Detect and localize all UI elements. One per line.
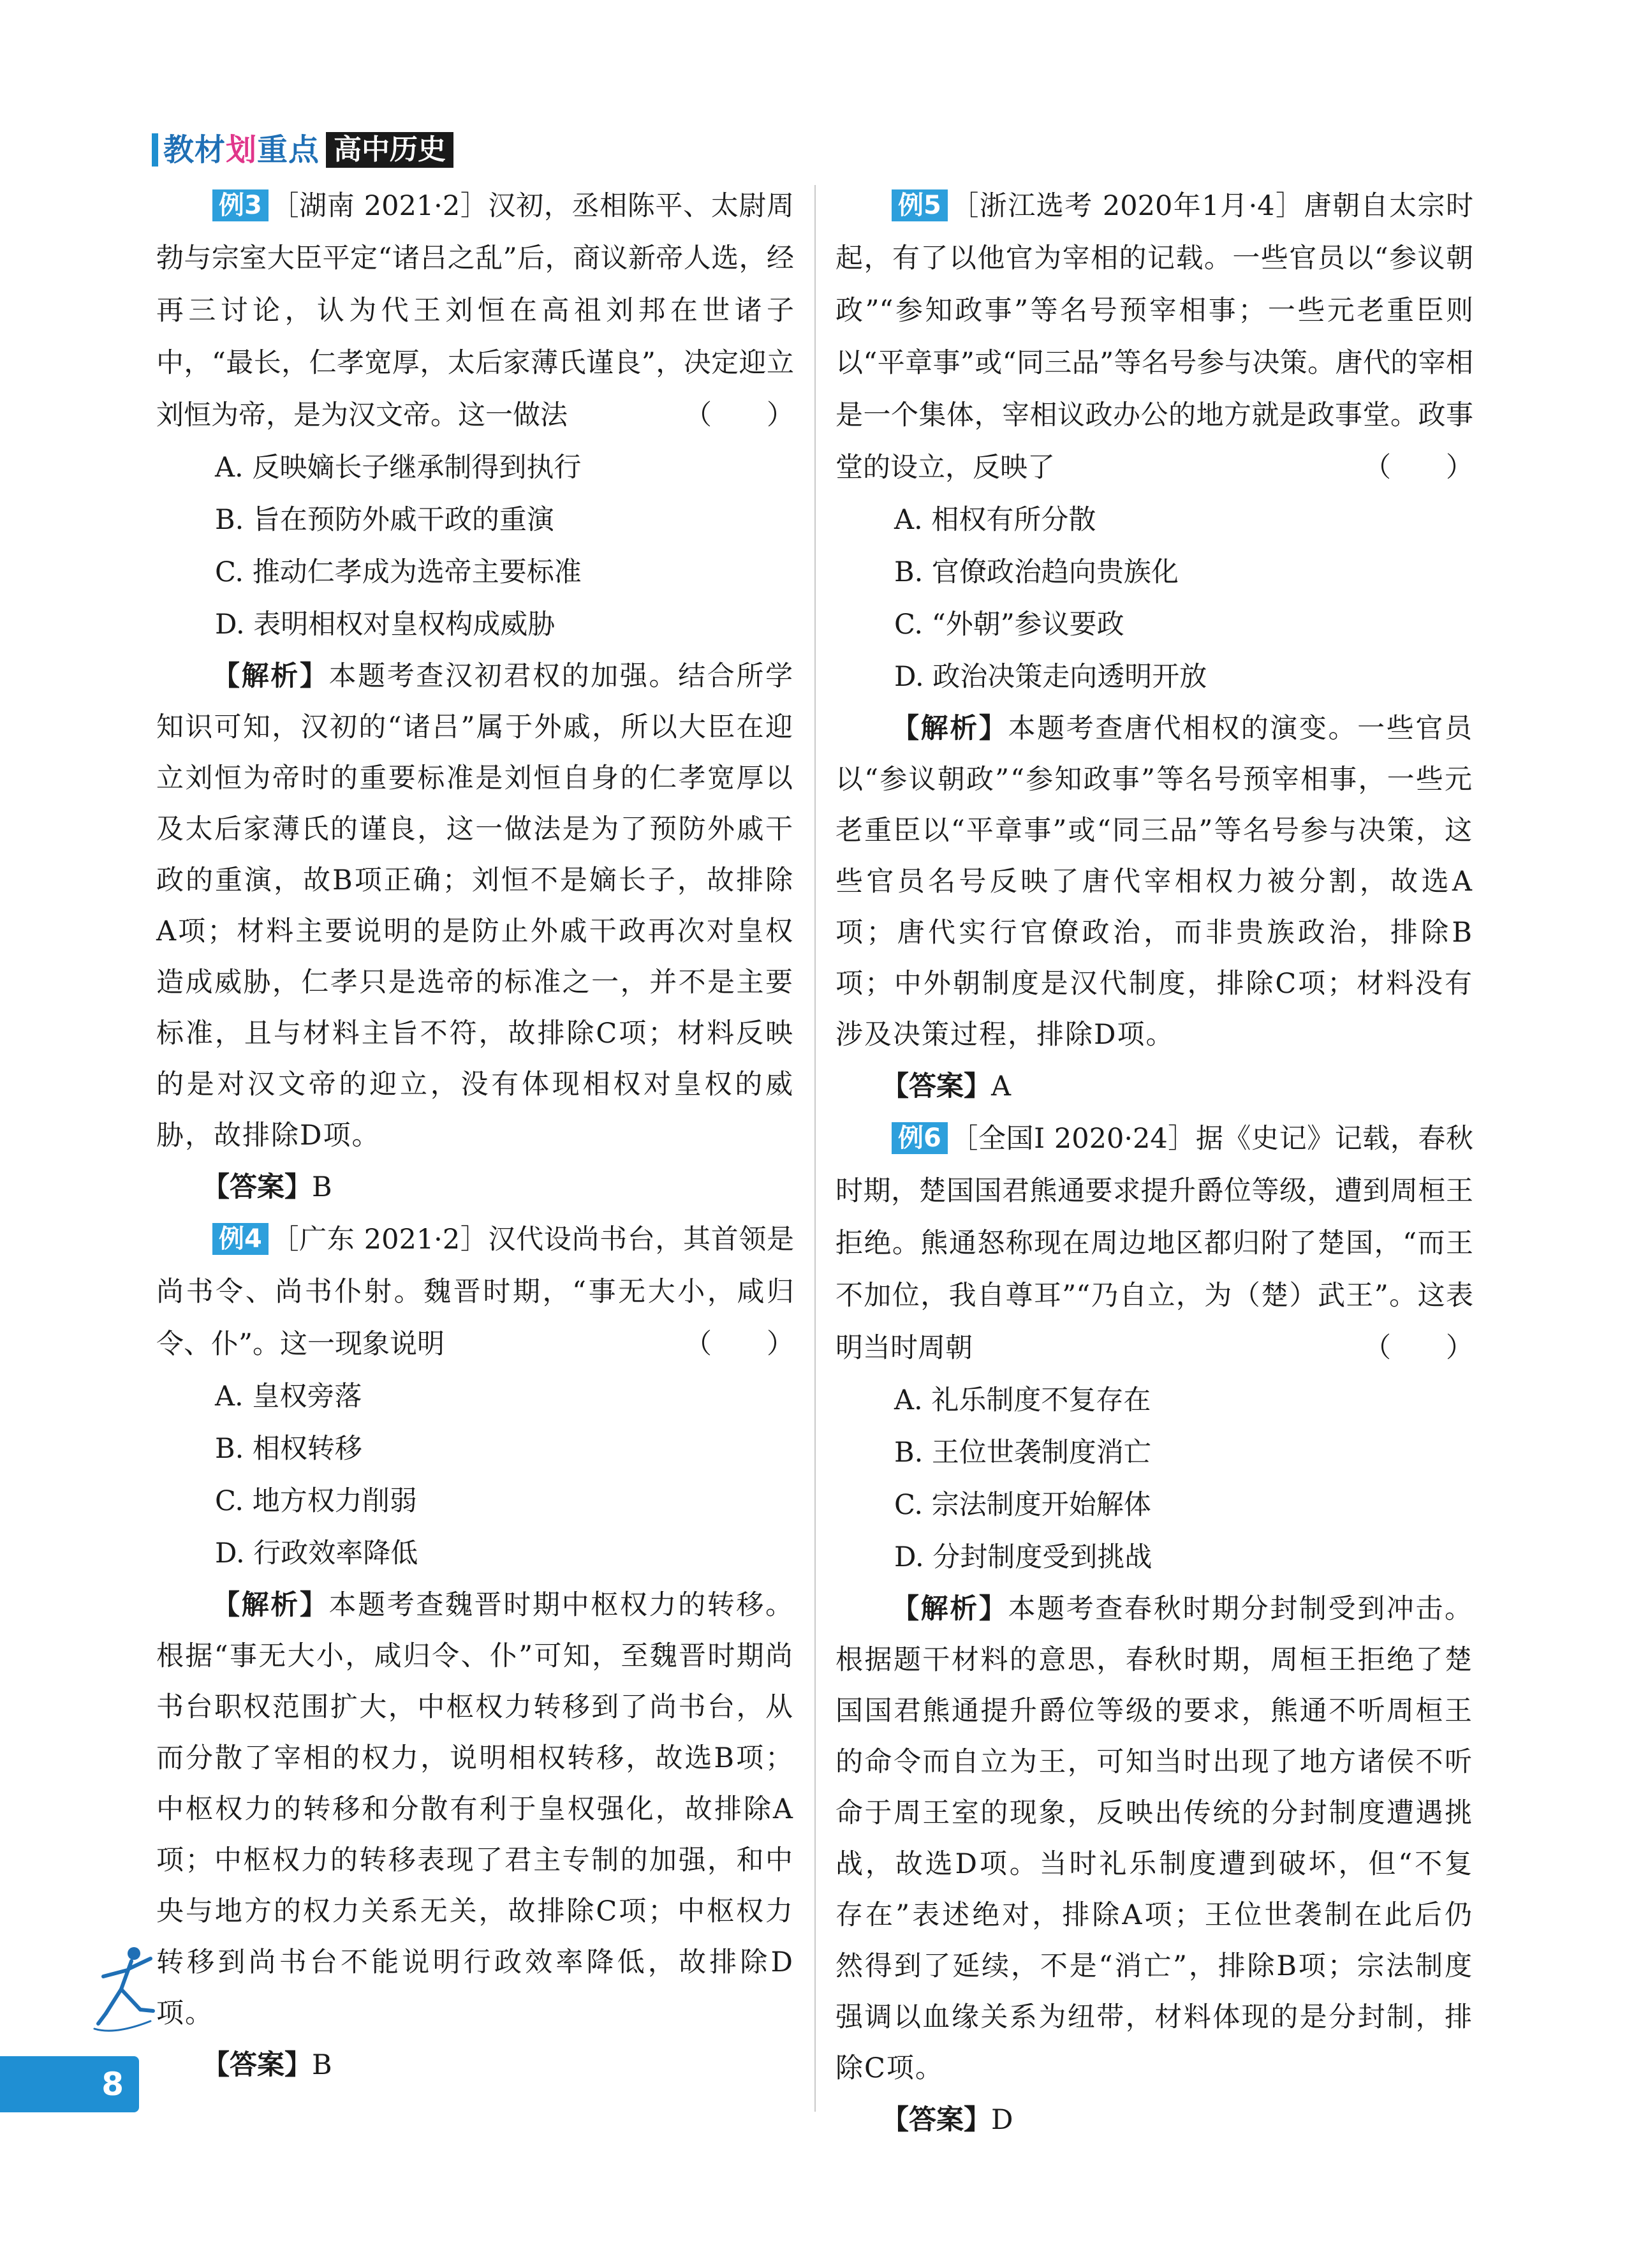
analysis-label: 【解析】 [892,1593,1008,1625]
option-c: C. 宗法制度开始解体 [894,1489,1151,1521]
example-3 [156,180,794,1213]
analysis [156,1580,794,2039]
brand-part3: 重点 [257,132,320,168]
option-d: D. 分封制度受到挑战 [894,1541,1152,1573]
question-stem [156,1213,794,1370]
example-tag: 例6 [892,1122,948,1154]
analysis-text: 本题考查汉初君权的加强。结合所学知识可知，汉初的“诸吕”属于外戚，所以大臣在迎立刘恒为帝时的重要标准是刘恒自身的仁孝宽厚以及太后家薄氏的谨良，这一做法是为了预防外戚干政的重演，故B项正确；刘恒不是嫡长子，故排除A项；材料主要说明的是防止外戚干政再次对皇权造成威胁，仁孝只是选帝的标准之一，并不是主要标准，且与材料主旨不符，故排除C项；材料反映的是对汉文帝的迎立，没有体现相权对皇权的威胁，故排除D项。 [156,660,795,1152]
answer-value: D [991,2104,1013,2136]
analysis [836,703,1473,1060]
stem-text: ［浙江选考 2020年1月·4］唐朝自太宗时起，有了以他官为宰相的记载。一些官员以“参议朝政”“参知政事”等名号预宰相事；一些元老重臣则以“平章事”或“同三品”等名号参与决策。唐代的宰相是一个集体，宰相议政办公的地方就是政事堂。政事堂的设立，反映了 [836,190,1473,484]
example-tag: 例5 [892,189,948,221]
example-6 [836,1113,1473,2146]
option-a: A. 相权有所分散 [894,504,1096,536]
answer-value: B [312,1171,332,1203]
brand-part1: 教材 [163,132,226,168]
answer-label: 【答案】 [202,2049,312,2081]
stem-text: ［广东 2021·2］汉代设尚书台，其首领是尚书令、尚书仆射。魏晋时期，“事无大小，咸归令、仆”。这一现象说明 [156,1224,794,1360]
answer-bracket: （ ） [1364,452,1473,484]
answer [836,1060,1473,1113]
stem-text: ［湖南 2021·2］汉初，丞相陈平、太尉周勃与宗室大臣平定“诸吕之乱”后，商议新帝人选，经再三讨论，认为代王刘恒在高祖刘邦在世诸子中，“最长，仁孝宽厚，太后家薄氏谨良”，决定迎立刘恒为帝，是为汉文帝。这一做法 [156,190,794,431]
answer-bracket: （ ） [1364,1332,1473,1364]
option-a: A. 礼乐制度不复存在 [894,1384,1151,1416]
answer-label: 【答案】 [202,1171,312,1203]
answer-value: A [991,1071,1012,1102]
option-c: C. 地方权力削弱 [215,1485,417,1517]
brand-part2: 划 [226,132,258,168]
answer-label: 【答案】 [881,2104,991,2136]
stem-text: ［全国Ⅰ 2020·24］据《史记》记载，春秋时期，楚国国君熊通要求提升爵位等级，遭到周桓王拒绝。熊通怒称现在周边地区都归附了楚国，“而王不加位，我自尊耳”“乃自立，为（楚）武王”。这表明当时周朝 [836,1123,1473,1364]
left-column [156,180,794,2091]
option-d: D. 政治决策走向透明开放 [894,661,1207,693]
subject-label: 高中历史 [326,132,453,168]
option-c: C. 推动仁孝成为选帝主要标准 [215,556,582,588]
option-b: B. 王位世袭制度消亡 [894,1437,1151,1469]
column-divider [814,185,816,2112]
skater-icon [89,1939,166,2042]
brand-logo [163,130,320,170]
option-d: D. 行政效率降低 [215,1538,418,1569]
analysis-text: 本题考查春秋时期分封制受到冲击。根据题干材料的意思，春秋时期，周桓王拒绝了楚国国君熊通提升爵位等级的要求，熊通不听周桓王的命令而自立为王，可知当时出现了地方诸侯不听命于周王室的现象，反映出传统的分封制度遭遇挑战，故选D项。当时礼乐制度遭到破坏，但“不复存在”表述绝对，排除A项；王位世袭制在此后仍然得到了延续，不是“消亡”，排除B项；宗法制度强调以血缘关系为纽带，材料体现的是分封制，排除C项。 [836,1593,1474,2084]
answer-bracket: （ ） [684,1328,794,1360]
example-tag: 例4 [212,1223,269,1255]
question-stem [836,1113,1473,1374]
question-stem [836,180,1473,494]
option-b: B. 相权转移 [215,1433,362,1465]
question-stem [156,180,794,441]
answer [836,2094,1473,2146]
example-5 [836,180,1473,1113]
option-b: B. 旨在预防外戚干政的重演 [215,504,554,536]
option-a: A. 反映嫡长子继承制得到执行 [215,452,582,484]
answer [156,1161,794,1213]
answer-value: B [312,2049,332,2081]
analysis-label: 【解析】 [212,1589,329,1621]
answer-bracket: （ ） [684,399,794,431]
example-4 [156,1213,794,2091]
analysis-label: 【解析】 [212,660,329,692]
answer [156,2039,794,2091]
analysis [156,651,794,1161]
right-column [836,180,1473,2146]
option-c: C. “外朝”参议要政 [894,609,1124,641]
analysis-label: 【解析】 [892,713,1008,745]
page-number: 8 [0,2056,139,2112]
page-header [152,130,453,170]
analysis-text: 本题考查唐代相权的演变。一些官员以“参议朝政”“参知政事”等名号预宰相事，一些元老重臣以“平章事”或“同三品”等名号参与决策，这些官员名号反映了唐代宰相权力被分割，故选A项；唐代实行官僚政治，而非贵族政治，排除B项；中外朝制度是汉代制度，排除C项；材料没有涉及决策过程，排除D项。 [836,713,1474,1051]
header-accent-bar [152,133,158,167]
option-b: B. 官僚政治趋向贵族化 [894,556,1179,588]
option-a: A. 皇权旁落 [215,1381,362,1412]
option-d: D. 表明相权对皇权构成威胁 [215,609,556,641]
answer-label: 【答案】 [881,1071,991,1102]
example-tag: 例3 [212,189,269,221]
analysis [836,1583,1473,2094]
analysis-text: 本题考查魏晋时期中枢权力的转移。根据“事无大小，咸归令、仆”可知，至魏晋时期尚书台职权范围扩大，中枢权力转移到了尚书台，从而分散了宰相的权力，说明相权转移，故选B项；中枢权力的转移和分散有利于皇权强化，故排除A项；中枢权力的转移表现了君主专制的加强，和中央与地方的权力关系无关，故排除C项；中枢权力转移到尚书台不能说明行政效率降低，故排除D项。 [156,1589,795,2029]
